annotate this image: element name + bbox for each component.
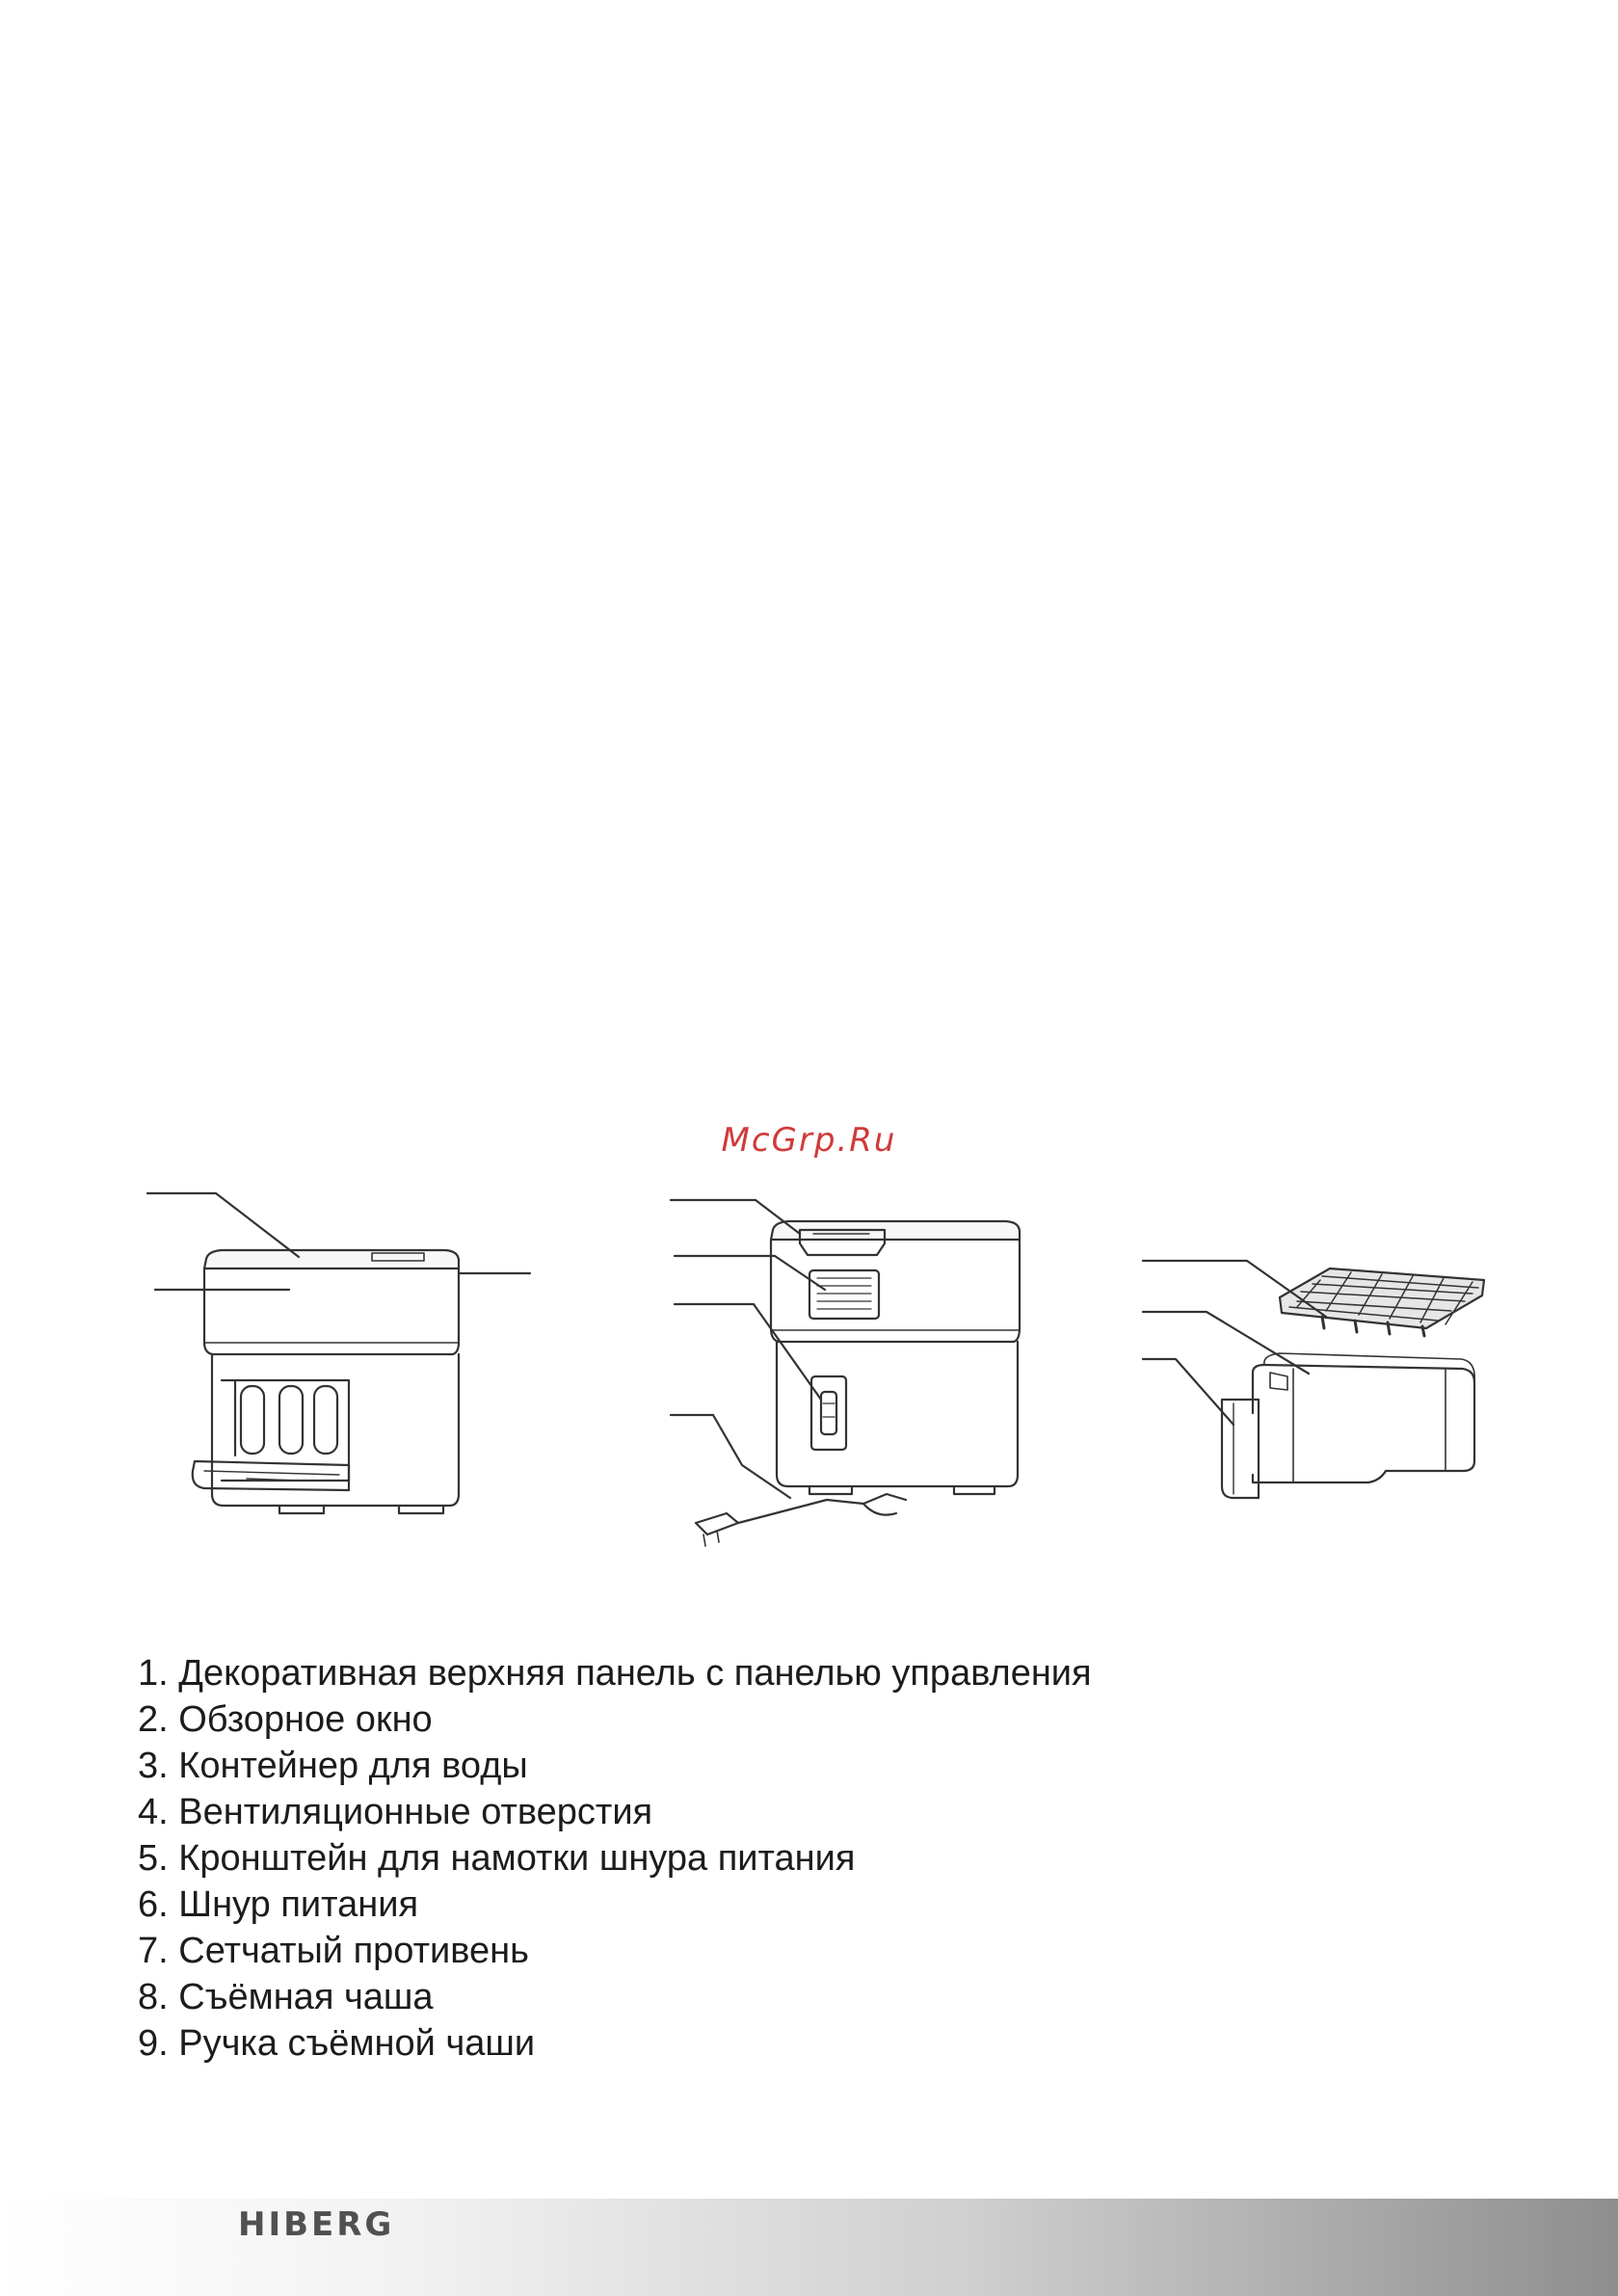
air-fryer-front-view <box>147 1193 530 1513</box>
legend-item: 1. Декоративная верхняя панель с панелью управления <box>138 1653 1092 1694</box>
legend-item: 5. Кронштейн для намотки шнура питания <box>138 1838 856 1879</box>
brand-logo: HIBERG <box>238 2205 395 2244</box>
air-fryer-back-view <box>671 1200 1020 1546</box>
watermark-text: McGrp.Ru <box>721 1121 897 1160</box>
legend-item: 8. Съёмная чаша <box>138 1977 434 2017</box>
legend-item: 9. Ручка съёмной чаши <box>138 2023 536 2064</box>
parts-legend <box>138 1650 1092 2067</box>
legend-item: 3. Контейнер для воды <box>138 1746 528 1786</box>
product-diagram <box>135 1176 1523 1581</box>
legend-item: 6. Шнур питания <box>138 1884 419 1925</box>
legend-item: 4. Вентиляционные отверстия <box>138 1792 653 1832</box>
legend-item: 2. Обзорное окно <box>138 1699 433 1740</box>
basket-and-rack-view <box>1143 1261 1484 1498</box>
legend-item: 7. Сетчатый противень <box>138 1931 529 1971</box>
